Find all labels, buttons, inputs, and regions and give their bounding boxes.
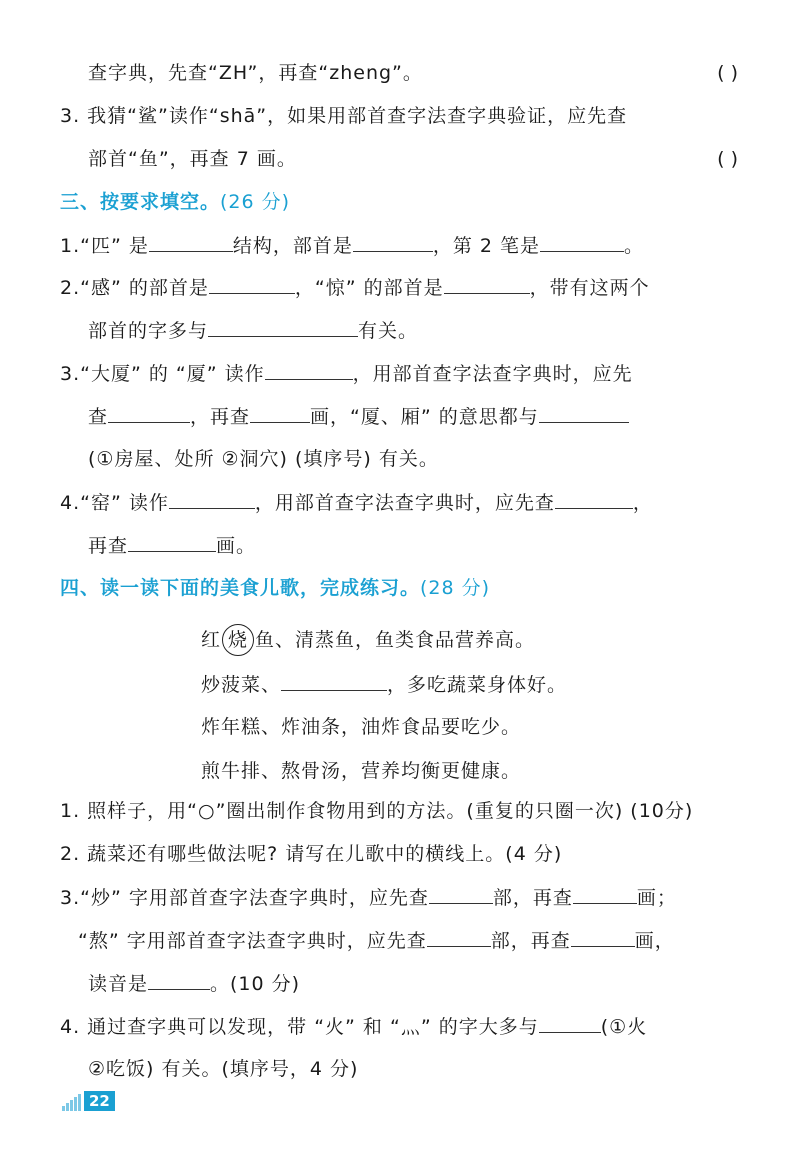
- p4-q3-text-g: 读音是: [88, 973, 149, 995]
- answer-blank[interactable]: [429, 883, 493, 904]
- p3-q3-text-e: 画，“厦、厢” 的意思都与: [310, 406, 539, 428]
- section-4-heading: [60, 574, 800, 602]
- p4-q3-text-b: 部，再查: [492, 887, 573, 909]
- p3-q4-text-b: ，用部首查字法查字典时，应先查: [254, 492, 555, 514]
- p4-q3-text-a: 3.“炒” 字用部首查字法查字典时，应先查: [60, 887, 429, 909]
- answer-blank[interactable]: [169, 488, 255, 509]
- p3-q2-text-d: 部首的字多与: [88, 320, 209, 342]
- answer-blank[interactable]: [250, 402, 310, 423]
- poem-text: 鱼、清蒸鱼，鱼类食品营养高。: [255, 629, 536, 651]
- answer-blank[interactable]: [427, 926, 491, 947]
- page-number-badge: [62, 1089, 115, 1111]
- answer-blank[interactable]: [539, 402, 629, 423]
- answer-parentheses[interactable]: ( ): [717, 148, 738, 170]
- p4-q3-text-e: 部，再查: [490, 930, 571, 952]
- p4-q3-line1: [60, 883, 800, 912]
- p4-q4-line1: [60, 1012, 800, 1041]
- p4-q4-text-c: ②吃饭) 有关。(填序号，4 分): [88, 1058, 359, 1080]
- p3-q1-text-d: 。: [624, 235, 645, 257]
- section-3-points: (26 分): [220, 191, 291, 213]
- p3-q2-text-a: 2.“感” 的部首是: [60, 277, 209, 299]
- answer-blank[interactable]: [555, 488, 633, 509]
- answer-blank[interactable]: [149, 231, 233, 252]
- answer-blank[interactable]: [573, 883, 637, 904]
- answer-blank[interactable]: [208, 316, 358, 337]
- p3-q4-text-c: ，: [632, 492, 653, 514]
- p3-q3-line2: [88, 402, 800, 431]
- p3-q4-line1: [60, 488, 800, 517]
- q3-text-2: 部首“鱼”，再查 7 画。: [88, 148, 297, 170]
- section-4-points: (28 分): [420, 577, 491, 599]
- p3-q3-text-b: ，用部首查字法查字典时，应先: [352, 363, 633, 385]
- p3-q2-text-b: ，“惊” 的部首是: [294, 277, 444, 299]
- p3-q1-text-a: 1.“匹” 是: [60, 235, 149, 257]
- answer-parentheses[interactable]: ( ): [717, 62, 738, 84]
- p3-q3-line1: [60, 359, 800, 388]
- p4-q1-text: 1. 照样子，用“○”圈出制作食物用到的方法。(重复的只圈一次) (10分): [60, 800, 694, 822]
- circled-word: 烧: [222, 624, 254, 656]
- p3-q1-text-b: 结构，部首是: [232, 235, 353, 257]
- p4-q4-text-b: (①火: [600, 1016, 648, 1038]
- p4-q4-text-a: 4. 通过查字典可以发现，带 “火” 和 “灬” 的字大多与: [60, 1016, 539, 1038]
- p3-q2-text-e: 有关。: [358, 320, 419, 342]
- p3-q4-text-a: 4.“窑” 读作: [60, 492, 169, 514]
- p4-q1: [60, 797, 800, 825]
- p3-q2-text-c: ，带有这两个: [529, 277, 650, 299]
- answer-blank[interactable]: [539, 1012, 601, 1033]
- section-3-heading: [60, 188, 800, 216]
- p3-q1: [60, 231, 800, 260]
- p4-q3-line3: [88, 969, 800, 998]
- answer-blank[interactable]: [265, 359, 353, 380]
- p4-q4-line2: [88, 1055, 800, 1083]
- poem-text: ，多吃蔬菜身体好。: [387, 674, 568, 696]
- p3-q3-text-f: (①房屋、处所 ②洞穴) (填序号) 有关。: [88, 448, 439, 470]
- p4-q3-text-h: 。(10 分): [210, 973, 301, 995]
- p3-q3-text-a: 3.“大厦” 的 “厦” 读作: [60, 363, 265, 385]
- poem-line-2: [201, 670, 800, 699]
- poem-text: 炒菠菜、: [201, 674, 282, 696]
- signal-bars-icon: [62, 1092, 82, 1111]
- p4-q3-line2: [78, 926, 800, 955]
- section-4-title: 四、读一读下面的美食儿歌，完成练习。: [60, 577, 421, 599]
- poem-line-1: [201, 624, 800, 656]
- p4-q3-text-c: 画；: [636, 887, 677, 909]
- poem-text: 煎牛排、熬骨汤，营养均衡更健康。: [201, 760, 522, 782]
- answer-blank[interactable]: [128, 531, 216, 552]
- answer-blank[interactable]: [108, 402, 190, 423]
- page-number: 22: [84, 1091, 115, 1111]
- section-3-title: 三、按要求填空。: [60, 191, 221, 213]
- p4-q2: [60, 840, 800, 868]
- answer-blank[interactable]: [148, 969, 210, 990]
- answer-blank[interactable]: [540, 231, 624, 252]
- poem-line-4: [201, 757, 800, 785]
- p3-q3-text-d: ，再查: [190, 406, 251, 428]
- p3-q1-text-c: ，第 2 笔是: [432, 235, 541, 257]
- q2-text: 查字典，先查“ZH”，再查“zheng”。: [88, 62, 423, 84]
- p4-q3-text-d: “熬” 字用部首查字法查字典时，应先查: [78, 930, 427, 952]
- answer-blank[interactable]: [353, 231, 433, 252]
- answer-blank[interactable]: [444, 273, 530, 294]
- q3-text-1: 3. 我猜“鲨”读作“shā”，如果用部首查字法查字典验证，应先查: [60, 105, 628, 127]
- poem-text: 红: [201, 629, 222, 651]
- answer-blank[interactable]: [571, 926, 635, 947]
- poem-line-3: [201, 713, 800, 741]
- p3-q3-line3: [88, 445, 800, 473]
- p3-q2-line1: [60, 273, 800, 302]
- p3-q4-text-d: 再查: [88, 535, 129, 557]
- answer-blank[interactable]: [281, 670, 387, 691]
- p4-q2-text: 2. 蔬菜还有哪些做法呢? 请写在儿歌中的横线上。(4 分): [60, 843, 563, 865]
- answer-blank[interactable]: [209, 273, 295, 294]
- p4-q3-text-f: 画，: [634, 930, 675, 952]
- poem-text: 炸年糕、炸油条，油炸食品要吃少。: [201, 716, 522, 738]
- p3-q2-line2: [88, 316, 800, 345]
- p3-q4-line2: [88, 531, 800, 560]
- p3-q3-text-c: 查: [88, 406, 109, 428]
- p3-q4-text-e: 画。: [216, 535, 257, 557]
